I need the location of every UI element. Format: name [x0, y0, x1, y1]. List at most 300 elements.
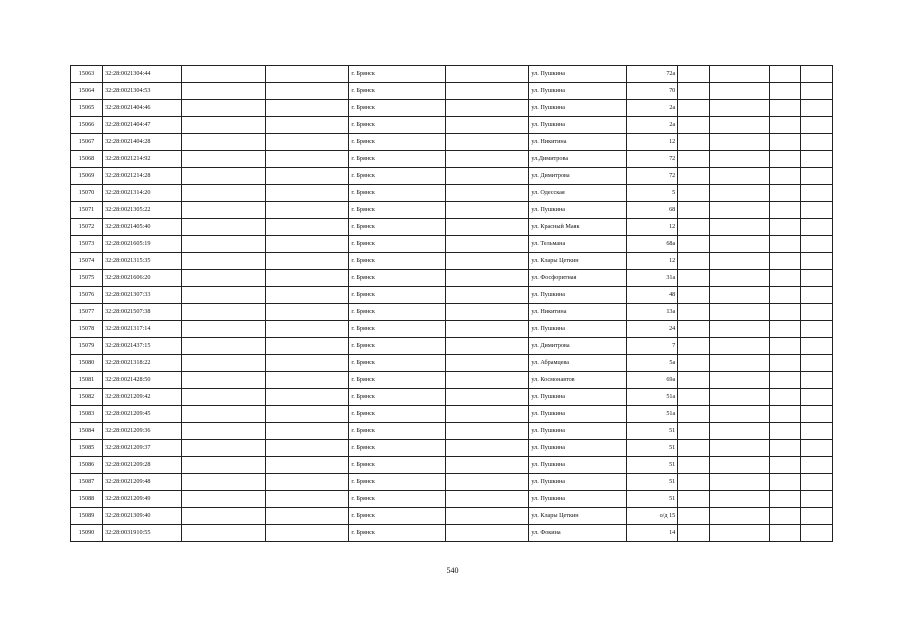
empty-cell: [800, 151, 832, 168]
empty-cell: [445, 423, 529, 440]
empty-cell: [265, 321, 349, 338]
row-number-cell: 15066: [71, 117, 103, 134]
empty-cell: [678, 372, 710, 389]
empty-cell: [710, 355, 770, 372]
city-cell: г. Брянск: [349, 372, 445, 389]
empty-cell: [710, 185, 770, 202]
cadastral-number-cell: 32:28:0021507:38: [103, 304, 182, 321]
empty-cell: [769, 100, 800, 117]
empty-cell: [710, 151, 770, 168]
table-row: [71, 253, 833, 270]
empty-cell: [445, 321, 529, 338]
street-cell: ул. Космонавтов: [529, 372, 626, 389]
table-row: [71, 287, 833, 304]
empty-cell: [710, 287, 770, 304]
empty-cell: [182, 389, 266, 406]
house-number-cell: 51: [626, 491, 678, 508]
city-cell: г. Брянск: [349, 355, 445, 372]
cadastral-number-cell: 32:28:0021209:42: [103, 389, 182, 406]
empty-cell: [182, 117, 266, 134]
street-cell: ул. Абрамцева: [529, 355, 626, 372]
table-row: [71, 423, 833, 440]
city-cell: г. Брянск: [349, 66, 445, 83]
house-number-cell: 12: [626, 219, 678, 236]
street-cell: ул.Димитрова: [529, 151, 626, 168]
empty-cell: [265, 457, 349, 474]
empty-cell: [445, 491, 529, 508]
empty-cell: [182, 151, 266, 168]
empty-cell: [678, 117, 710, 134]
empty-cell: [445, 389, 529, 406]
city-cell: г. Брянск: [349, 219, 445, 236]
empty-cell: [445, 270, 529, 287]
empty-cell: [265, 440, 349, 457]
empty-cell: [678, 338, 710, 355]
city-cell: г. Брянск: [349, 457, 445, 474]
empty-cell: [678, 83, 710, 100]
empty-cell: [445, 100, 529, 117]
house-number-cell: 31а: [626, 270, 678, 287]
empty-cell: [769, 423, 800, 440]
city-cell: г. Брянск: [349, 525, 445, 542]
empty-cell: [769, 338, 800, 355]
city-cell: г. Брянск: [349, 440, 445, 457]
empty-cell: [769, 525, 800, 542]
row-number-cell: 15064: [71, 83, 103, 100]
empty-cell: [182, 83, 266, 100]
empty-cell: [445, 372, 529, 389]
empty-cell: [710, 270, 770, 287]
empty-cell: [265, 236, 349, 253]
empty-cell: [678, 202, 710, 219]
empty-cell: [800, 219, 832, 236]
empty-cell: [769, 440, 800, 457]
empty-cell: [769, 151, 800, 168]
empty-cell: [265, 423, 349, 440]
cadastral-number-cell: 32:28:0021605:19: [103, 236, 182, 253]
empty-cell: [710, 66, 770, 83]
empty-cell: [678, 185, 710, 202]
table-row: [71, 491, 833, 508]
row-number-cell: 15073: [71, 236, 103, 253]
row-number-cell: 15079: [71, 338, 103, 355]
empty-cell: [445, 151, 529, 168]
empty-cell: [445, 304, 529, 321]
table-row: [71, 219, 833, 236]
empty-cell: [710, 440, 770, 457]
empty-cell: [800, 253, 832, 270]
empty-cell: [710, 219, 770, 236]
house-number-cell: 24: [626, 321, 678, 338]
empty-cell: [265, 338, 349, 355]
cadastral-number-cell: 32:28:0021405:40: [103, 219, 182, 236]
city-cell: г. Брянск: [349, 321, 445, 338]
empty-cell: [445, 440, 529, 457]
street-cell: ул. Клары Цеткин: [529, 253, 626, 270]
empty-cell: [678, 100, 710, 117]
empty-cell: [678, 236, 710, 253]
empty-cell: [800, 185, 832, 202]
empty-cell: [445, 168, 529, 185]
cadastral-number-cell: 32:28:0021404:47: [103, 117, 182, 134]
cadastral-number-cell: 32:28:0021307:33: [103, 287, 182, 304]
empty-cell: [182, 440, 266, 457]
empty-cell: [769, 389, 800, 406]
empty-cell: [710, 406, 770, 423]
row-number-cell: 15082: [71, 389, 103, 406]
cadastral-number-cell: 32:28:0021214:28: [103, 168, 182, 185]
empty-cell: [182, 66, 266, 83]
table-row: [71, 66, 833, 83]
table-row: [71, 270, 833, 287]
city-cell: г. Брянск: [349, 151, 445, 168]
empty-cell: [769, 270, 800, 287]
street-cell: ул. Пушкина: [529, 423, 626, 440]
house-number-cell: 2а: [626, 100, 678, 117]
empty-cell: [800, 134, 832, 151]
city-cell: г. Брянск: [349, 304, 445, 321]
table-row: [71, 321, 833, 338]
empty-cell: [769, 491, 800, 508]
table-row: [71, 304, 833, 321]
city-cell: г. Брянск: [349, 474, 445, 491]
empty-cell: [445, 219, 529, 236]
table-body: [71, 66, 833, 542]
empty-cell: [800, 100, 832, 117]
empty-cell: [800, 440, 832, 457]
row-number-cell: 15077: [71, 304, 103, 321]
empty-cell: [182, 423, 266, 440]
house-number-cell: 5а: [626, 355, 678, 372]
empty-cell: [769, 304, 800, 321]
empty-cell: [678, 457, 710, 474]
empty-cell: [182, 525, 266, 542]
empty-cell: [710, 253, 770, 270]
cadastral-number-cell: 32:28:0021305:22: [103, 202, 182, 219]
empty-cell: [800, 202, 832, 219]
empty-cell: [265, 168, 349, 185]
empty-cell: [182, 474, 266, 491]
cadastral-number-cell: 32:28:0021606:20: [103, 270, 182, 287]
row-number-cell: 15088: [71, 491, 103, 508]
street-cell: ул. Клары Цеткин: [529, 508, 626, 525]
city-cell: г. Брянск: [349, 406, 445, 423]
house-number-cell: 68а: [626, 236, 678, 253]
house-number-cell: 5: [626, 185, 678, 202]
empty-cell: [445, 474, 529, 491]
empty-cell: [678, 168, 710, 185]
empty-cell: [445, 185, 529, 202]
empty-cell: [710, 202, 770, 219]
city-cell: г. Брянск: [349, 185, 445, 202]
empty-cell: [678, 355, 710, 372]
house-number-cell: 70: [626, 83, 678, 100]
house-number-cell: 48: [626, 287, 678, 304]
house-number-cell: 68: [626, 202, 678, 219]
house-number-cell: 12: [626, 134, 678, 151]
street-cell: ул. Фокина: [529, 525, 626, 542]
house-number-cell: 12: [626, 253, 678, 270]
table-row: [71, 117, 833, 134]
empty-cell: [710, 508, 770, 525]
empty-cell: [710, 304, 770, 321]
empty-cell: [182, 236, 266, 253]
street-cell: ул. Пушкина: [529, 406, 626, 423]
empty-cell: [182, 321, 266, 338]
city-cell: г. Брянск: [349, 389, 445, 406]
empty-cell: [678, 406, 710, 423]
empty-cell: [265, 304, 349, 321]
empty-cell: [445, 253, 529, 270]
city-cell: г. Брянск: [349, 423, 445, 440]
empty-cell: [678, 304, 710, 321]
street-cell: ул. Никитина: [529, 304, 626, 321]
empty-cell: [800, 117, 832, 134]
empty-cell: [800, 389, 832, 406]
empty-cell: [265, 185, 349, 202]
cadastral-number-cell: 32:28:0021214:92: [103, 151, 182, 168]
empty-cell: [265, 202, 349, 219]
row-number-cell: 15087: [71, 474, 103, 491]
empty-cell: [678, 270, 710, 287]
empty-cell: [769, 168, 800, 185]
cadastral-number-cell: 32:28:0021209:49: [103, 491, 182, 508]
empty-cell: [710, 338, 770, 355]
empty-cell: [800, 508, 832, 525]
empty-cell: [710, 117, 770, 134]
empty-cell: [265, 219, 349, 236]
street-cell: ул. Пушкина: [529, 491, 626, 508]
empty-cell: [769, 372, 800, 389]
row-number-cell: 15090: [71, 525, 103, 542]
empty-cell: [265, 474, 349, 491]
table-row: [71, 83, 833, 100]
house-number-cell: 14: [626, 525, 678, 542]
empty-cell: [182, 134, 266, 151]
row-number-cell: 15085: [71, 440, 103, 457]
empty-cell: [800, 236, 832, 253]
empty-cell: [769, 474, 800, 491]
table-row: [71, 134, 833, 151]
empty-cell: [265, 253, 349, 270]
empty-cell: [800, 338, 832, 355]
city-cell: г. Брянск: [349, 100, 445, 117]
empty-cell: [265, 355, 349, 372]
table-row: [71, 372, 833, 389]
empty-cell: [182, 270, 266, 287]
row-number-cell: 15074: [71, 253, 103, 270]
empty-cell: [445, 525, 529, 542]
empty-cell: [445, 355, 529, 372]
empty-cell: [265, 151, 349, 168]
city-cell: г. Брянск: [349, 287, 445, 304]
street-cell: ул. Пушкина: [529, 83, 626, 100]
empty-cell: [265, 100, 349, 117]
street-cell: ул. Одесская: [529, 185, 626, 202]
empty-cell: [800, 423, 832, 440]
empty-cell: [265, 508, 349, 525]
cadastral-number-cell: 32:28:0021315:35: [103, 253, 182, 270]
empty-cell: [678, 219, 710, 236]
empty-cell: [182, 338, 266, 355]
empty-cell: [800, 372, 832, 389]
row-number-cell: 15068: [71, 151, 103, 168]
empty-cell: [800, 406, 832, 423]
empty-cell: [182, 253, 266, 270]
row-number-cell: 15075: [71, 270, 103, 287]
empty-cell: [678, 253, 710, 270]
empty-cell: [800, 83, 832, 100]
city-cell: г. Брянск: [349, 338, 445, 355]
table-row: [71, 151, 833, 168]
city-cell: г. Брянск: [349, 117, 445, 134]
house-number-cell: 51: [626, 474, 678, 491]
empty-cell: [182, 491, 266, 508]
empty-cell: [800, 355, 832, 372]
table-row: [71, 236, 833, 253]
empty-cell: [769, 508, 800, 525]
empty-cell: [445, 338, 529, 355]
cadastral-number-cell: 32:28:0021309:40: [103, 508, 182, 525]
street-cell: ул. Пушкина: [529, 287, 626, 304]
empty-cell: [800, 321, 832, 338]
row-number-cell: 15071: [71, 202, 103, 219]
empty-cell: [445, 202, 529, 219]
house-number-cell: 2а: [626, 117, 678, 134]
row-number-cell: 15065: [71, 100, 103, 117]
empty-cell: [445, 457, 529, 474]
empty-cell: [678, 474, 710, 491]
empty-cell: [678, 151, 710, 168]
empty-cell: [678, 508, 710, 525]
house-number-cell: 69а: [626, 372, 678, 389]
cadastral-number-cell: 32:28:0021209:36: [103, 423, 182, 440]
empty-cell: [710, 168, 770, 185]
empty-cell: [182, 355, 266, 372]
empty-cell: [265, 525, 349, 542]
house-number-cell: 51: [626, 440, 678, 457]
city-cell: г. Брянск: [349, 134, 445, 151]
table-row: [71, 338, 833, 355]
empty-cell: [445, 508, 529, 525]
row-number-cell: 15080: [71, 355, 103, 372]
cadastral-number-cell: 32:28:0021314:20: [103, 185, 182, 202]
empty-cell: [710, 389, 770, 406]
empty-cell: [182, 508, 266, 525]
empty-cell: [265, 134, 349, 151]
house-number-cell: 7: [626, 338, 678, 355]
empty-cell: [265, 83, 349, 100]
row-number-cell: 15078: [71, 321, 103, 338]
house-number-cell: 13а: [626, 304, 678, 321]
empty-cell: [182, 457, 266, 474]
empty-cell: [769, 202, 800, 219]
empty-cell: [710, 321, 770, 338]
empty-cell: [769, 66, 800, 83]
table-row: [71, 355, 833, 372]
empty-cell: [710, 491, 770, 508]
empty-cell: [769, 117, 800, 134]
row-number-cell: 15072: [71, 219, 103, 236]
street-cell: ул. Пушкина: [529, 474, 626, 491]
table-row: [71, 457, 833, 474]
empty-cell: [800, 474, 832, 491]
empty-cell: [182, 100, 266, 117]
street-cell: ул. Пушкина: [529, 66, 626, 83]
house-number-cell: 51а: [626, 406, 678, 423]
street-cell: ул. Пушкина: [529, 440, 626, 457]
house-number-cell: 51: [626, 457, 678, 474]
cadastral-number-cell: 32:28:0021317:14: [103, 321, 182, 338]
empty-cell: [769, 287, 800, 304]
cadastral-number-cell: 32:28:0021209:37: [103, 440, 182, 457]
empty-cell: [445, 134, 529, 151]
empty-cell: [769, 185, 800, 202]
table-row: [71, 525, 833, 542]
empty-cell: [445, 236, 529, 253]
row-number-cell: 15086: [71, 457, 103, 474]
empty-cell: [769, 236, 800, 253]
city-cell: г. Брянск: [349, 202, 445, 219]
empty-cell: [800, 66, 832, 83]
house-number-cell: 72: [626, 151, 678, 168]
empty-cell: [445, 117, 529, 134]
empty-cell: [265, 372, 349, 389]
city-cell: г. Брянск: [349, 508, 445, 525]
cadastral-number-cell: 32:28:0021304:44: [103, 66, 182, 83]
empty-cell: [182, 168, 266, 185]
table-row: [71, 406, 833, 423]
empty-cell: [265, 389, 349, 406]
street-cell: ул. Пушкина: [529, 321, 626, 338]
table-row: [71, 440, 833, 457]
cadastral-number-cell: 32:28:0031910:55: [103, 525, 182, 542]
empty-cell: [800, 525, 832, 542]
table-row: [71, 185, 833, 202]
empty-cell: [710, 83, 770, 100]
street-cell: ул. Пушкина: [529, 117, 626, 134]
street-cell: ул. Тельмана: [529, 236, 626, 253]
empty-cell: [678, 491, 710, 508]
empty-cell: [265, 117, 349, 134]
cadastral-number-cell: 32:28:0021209:48: [103, 474, 182, 491]
empty-cell: [182, 219, 266, 236]
empty-cell: [710, 100, 770, 117]
empty-cell: [678, 389, 710, 406]
city-cell: г. Брянск: [349, 83, 445, 100]
table-row: [71, 389, 833, 406]
table-row: [71, 100, 833, 117]
empty-cell: [800, 168, 832, 185]
cadastral-number-cell: 32:28:0021404:46: [103, 100, 182, 117]
empty-cell: [445, 83, 529, 100]
empty-cell: [265, 491, 349, 508]
empty-cell: [678, 321, 710, 338]
empty-cell: [769, 219, 800, 236]
house-number-cell: 51: [626, 423, 678, 440]
cadastral-number-cell: 32:28:0021304:53: [103, 83, 182, 100]
register-table: [70, 65, 833, 542]
empty-cell: [769, 406, 800, 423]
table-row: [71, 168, 833, 185]
row-number-cell: 15089: [71, 508, 103, 525]
table-row: [71, 474, 833, 491]
empty-cell: [182, 304, 266, 321]
house-number-cell: 51а: [626, 389, 678, 406]
cadastral-number-cell: 32:28:0021428:50: [103, 372, 182, 389]
street-cell: ул. Димитрова: [529, 168, 626, 185]
empty-cell: [800, 287, 832, 304]
